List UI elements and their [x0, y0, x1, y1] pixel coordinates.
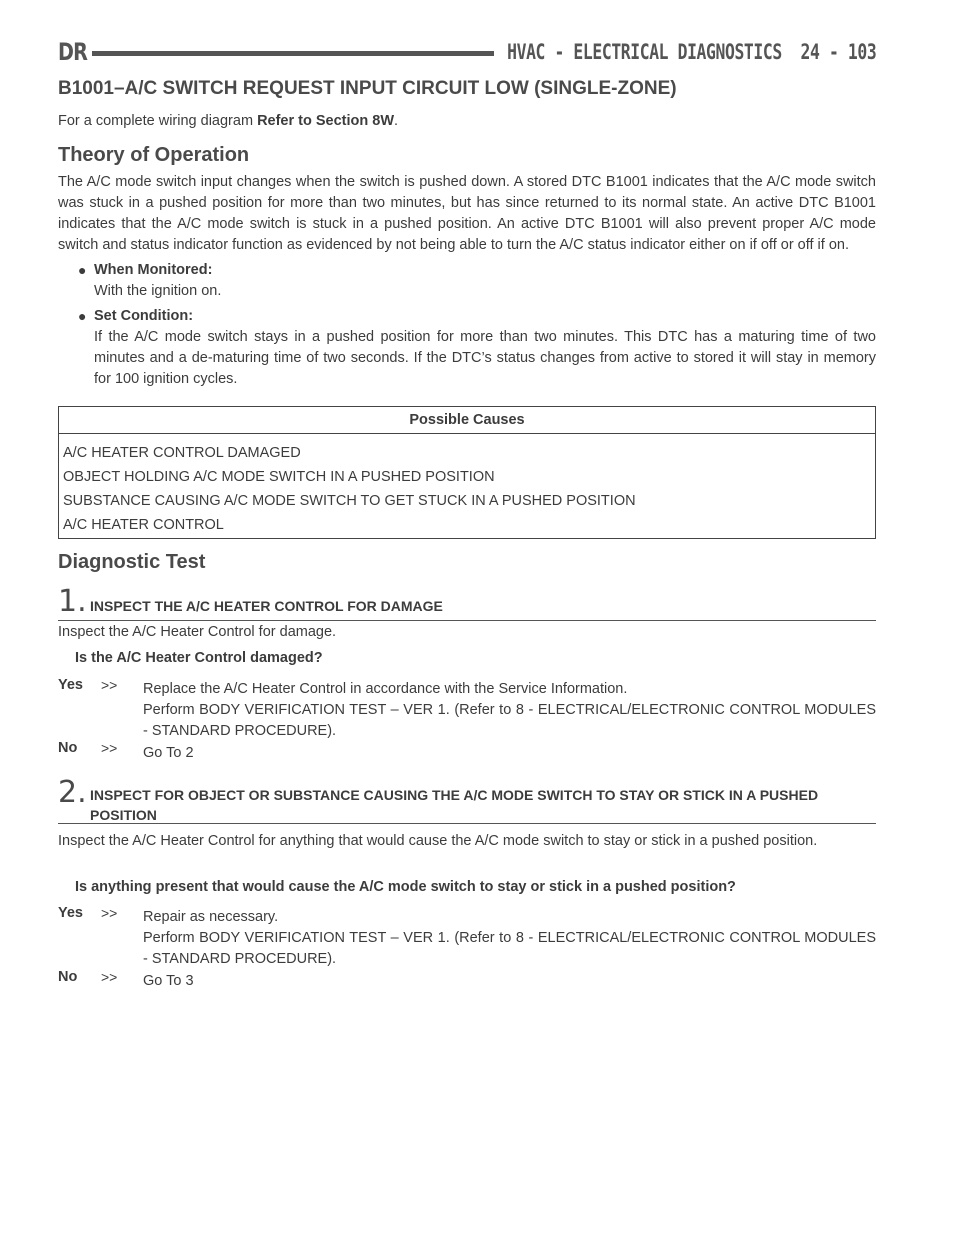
step-1-no-action[interactable]: Go To 2: [143, 745, 194, 761]
bullet-dot-icon: ●: [78, 262, 87, 278]
bullet-text: With the ignition on.: [94, 283, 222, 299]
page-title: B1001–A/C SWITCH REQUEST INPUT CIRCUIT LOW (SINGLE-ZONE): [58, 78, 677, 99]
step-title: INSPECT FOR OBJECT OR SUBSTANCE CAUSING THE A/C MODE SWITCH TO STAY OR STICK IN A PUSHED POSITION: [90, 787, 819, 823]
step-1-header: [58, 586, 876, 621]
no-arrow: >>: [101, 740, 118, 756]
wiring-link[interactable]: Refer to Section 8W: [257, 113, 395, 129]
cause-item: OBJECT HOLDING A/C MODE SWITCH IN A PUSHED POSITION: [63, 469, 495, 485]
wiring-text: For a complete wiring diagram: [58, 113, 254, 129]
theory-body: The A/C mode switch input changes when the switch is pushed down. A stored DTC B1001 indicates that the A/C mode switch was stuck in a pushed position for more than two minutes, but has since returned to its normal state. An active DTC B1001 indicates that the A/C mode switch is stuck in a pushed position. An active DTC B1001 will also prevent proper A/C mode switch and status indicator function as evidenced by not being able to turn the A/C status indicator either on if off or off if on.: [58, 174, 876, 253]
step-2-header: [58, 777, 876, 824]
cause-item: A/C HEATER CONTROL DAMAGED: [63, 445, 301, 461]
bullet-dot-icon: ●: [78, 308, 87, 324]
bullet-title: Set Condition:: [94, 308, 194, 324]
step-2-yes-action: Repair as necessary.: [143, 909, 279, 925]
bullet-set-condition: [58, 306, 876, 390]
theory-heading: Theory of Operation: [58, 144, 250, 166]
yes-label: Yes: [58, 677, 83, 693]
step-number: 2.: [58, 775, 87, 810]
bullet-when-monitored: [58, 260, 876, 302]
causes-header: Possible Causes: [59, 407, 875, 434]
wiring-reference: [58, 111, 398, 132]
step-1-yes-verify: Perform BODY VERIFICATION TEST – VER 1. (Refer to 8 - ELECTRICAL/ELECTRONIC CONTROL MODULES - STANDARD PROCEDURE).: [143, 702, 876, 739]
causes-list: [59, 434, 875, 537]
yes-arrow: >>: [101, 905, 118, 921]
page-header: [58, 38, 876, 68]
step-title: INSPECT THE A/C HEATER CONTROL FOR DAMAGE: [90, 598, 443, 614]
step-2-question: Is anything present that would cause the A/C mode switch to stay or stick in a pushed position?: [75, 879, 736, 895]
step-2-yes-verify: Perform BODY VERIFICATION TEST – VER 1. (Refer to 8 - ELECTRICAL/ELECTRONIC CONTROL MODULES - STANDARD PROCEDURE).: [143, 930, 876, 967]
bullet-title: When Monitored:: [94, 262, 213, 278]
no-arrow: >>: [101, 969, 118, 985]
yes-arrow: >>: [101, 677, 118, 693]
header-rule: [92, 51, 494, 56]
model-code: DR: [58, 38, 88, 66]
step-1-question: Is the A/C Heater Control damaged?: [75, 650, 323, 666]
no-label: No: [58, 740, 78, 756]
page-number: 24 - 103: [800, 40, 876, 64]
wiring-end: .: [394, 113, 399, 129]
yes-label: Yes: [58, 905, 83, 921]
manual-page: [58, 0, 876, 1242]
no-label: No: [58, 969, 78, 985]
step-2-no-action[interactable]: Go To 3: [143, 973, 194, 989]
theory-bullets: [58, 260, 876, 390]
section-title: [507, 40, 876, 64]
cause-item: SUBSTANCE CAUSING A/C MODE SWITCH TO GET STUCK IN A PUSHED POSITION: [63, 493, 636, 509]
diagnostic-heading: Diagnostic Test: [58, 551, 206, 573]
step-2-text: Inspect the A/C Heater Control for anything that would cause the A/C mode switch to stay or stick in a pushed position.: [58, 833, 818, 849]
cause-item: A/C HEATER CONTROL: [63, 517, 224, 533]
step-number: 1.: [58, 584, 87, 619]
step-1-yes-action: Replace the A/C Heater Control in accordance with the Service Information.: [143, 681, 628, 697]
possible-causes-table: [58, 406, 876, 539]
bullet-text: If the A/C mode switch stays in a pushed position for more than two minutes. This DTC has a maturing time of two minutes and a de-maturing time of two seconds. If the DTC’s status changes from active to stored it will stay in memory for 100 ignition cycles.: [94, 329, 876, 387]
step-1-text: Inspect the A/C Heater Control for damage.: [58, 624, 337, 640]
section-name: HVAC - ELECTRICAL DIAGNOSTICS: [506, 40, 782, 64]
